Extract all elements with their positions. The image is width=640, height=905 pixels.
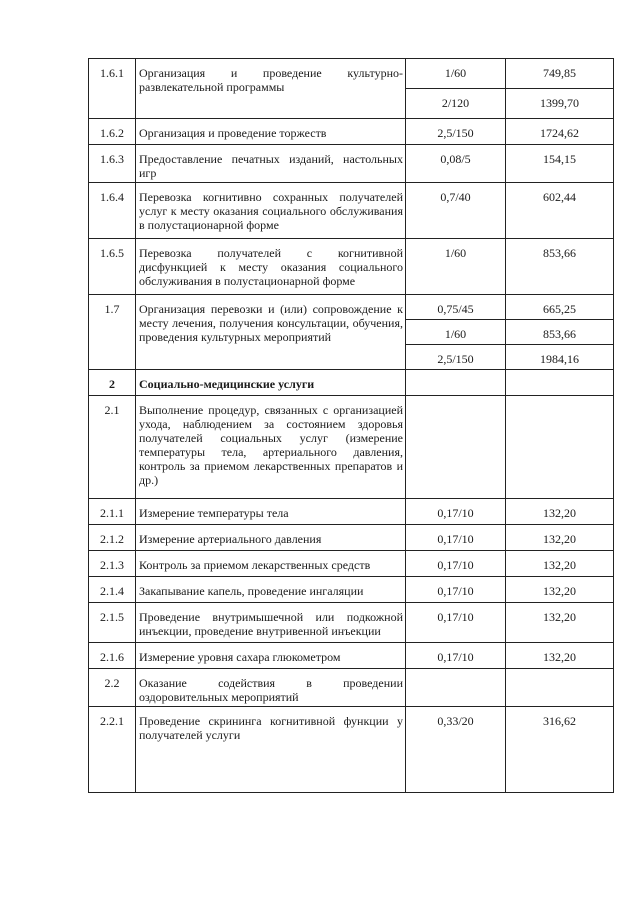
item-number: 2.1.2 <box>89 525 136 551</box>
time-norm: 0,75/45 <box>406 295 506 320</box>
service-price <box>506 396 614 499</box>
service-price: 853,66 <box>506 239 614 295</box>
service-name: Контроль за приемом лекарственных средств <box>136 551 406 577</box>
item-number: 2.1.4 <box>89 577 136 603</box>
service-price <box>506 669 614 707</box>
table-row <box>89 145 614 183</box>
item-number: 2.1.6 <box>89 643 136 669</box>
table-row <box>89 525 614 551</box>
item-number: 2.2.1 <box>89 707 136 793</box>
service-name: Организация перевозки и (или) сопровождение к месту лечения, получения консультации, обучения, проведения культурных мероприятий <box>136 295 406 370</box>
item-number: 2.1 <box>89 396 136 499</box>
item-number: 1.6.3 <box>89 145 136 183</box>
time-norm: 0,17/10 <box>406 499 506 525</box>
item-number: 2 <box>89 370 136 396</box>
service-price: 853,66 <box>506 320 614 345</box>
service-price: 665,25 <box>506 295 614 320</box>
time-norm: 0,33/20 <box>406 707 506 793</box>
item-number: 1.6.5 <box>89 239 136 295</box>
service-name: Измерение уровня сахара глюкометром <box>136 643 406 669</box>
time-norm: 2,5/150 <box>406 345 506 370</box>
table-row <box>89 239 614 295</box>
time-norm: 2,5/150 <box>406 119 506 145</box>
service-price: 316,62 <box>506 707 614 793</box>
services-price-table <box>88 58 614 793</box>
item-number: 1.7 <box>89 295 136 370</box>
service-price: 602,44 <box>506 183 614 239</box>
table-row <box>89 183 614 239</box>
item-number: 2.1.3 <box>89 551 136 577</box>
service-price: 1724,62 <box>506 119 614 145</box>
table-body <box>89 59 614 793</box>
service-price: 132,20 <box>506 499 614 525</box>
service-price: 132,20 <box>506 525 614 551</box>
service-name: Предоставление печатных изданий, настольных игр <box>136 145 406 183</box>
table-row <box>89 551 614 577</box>
time-norm: 1/60 <box>406 239 506 295</box>
time-norm: 1/60 <box>406 59 506 89</box>
table-row <box>89 643 614 669</box>
time-norm: 0,17/10 <box>406 551 506 577</box>
service-name: Перевозка когнитивно сохранных получателей услуг к месту оказания социального обслуживания в полустационарной форме <box>136 183 406 239</box>
service-name: Перевозка получателей с когнитивной дисфункцией к месту оказания социального обслуживания в полустационарной форме <box>136 239 406 295</box>
service-name: Проведение скрининга когнитивной функции у получателей услуги <box>136 707 406 793</box>
service-price: 132,20 <box>506 643 614 669</box>
service-name: Проведение внутримышечной или подкожной инъекции, проведение внутривенной инъекции <box>136 603 406 643</box>
time-norm <box>406 396 506 499</box>
service-name: Организация и проведение торжеств <box>136 119 406 145</box>
service-price: 132,20 <box>506 551 614 577</box>
service-price: 1984,16 <box>506 345 614 370</box>
table-row <box>89 59 614 89</box>
section-title: Социально-медицинские услуги <box>136 370 406 396</box>
table-row <box>89 396 614 499</box>
time-norm: 1/60 <box>406 320 506 345</box>
time-norm: 0,17/10 <box>406 643 506 669</box>
table-row <box>89 370 614 396</box>
item-number: 2.1.5 <box>89 603 136 643</box>
item-number: 2.2 <box>89 669 136 707</box>
service-price: 154,15 <box>506 145 614 183</box>
service-name: Закапывание капель, проведение ингаляции <box>136 577 406 603</box>
service-name: Организация и проведение культурно-развлекательной программы <box>136 59 406 119</box>
item-number: 1.6.4 <box>89 183 136 239</box>
service-price: 749,85 <box>506 59 614 89</box>
service-name: Измерение температуры тела <box>136 499 406 525</box>
service-price: 132,20 <box>506 603 614 643</box>
time-norm: 2/120 <box>406 89 506 119</box>
time-norm: 0,17/10 <box>406 577 506 603</box>
time-norm <box>406 669 506 707</box>
service-name: Оказание содействия в проведении оздоровительных мероприятий <box>136 669 406 707</box>
service-name: Измерение артериального давления <box>136 525 406 551</box>
table-row <box>89 119 614 145</box>
service-price <box>506 370 614 396</box>
table-row <box>89 707 614 793</box>
item-number: 1.6.1 <box>89 59 136 119</box>
service-name: Выполнение процедур, связанных с организацией ухода, наблюдением за состоянием здоровья получателей социальных услуг (измерение температуры тела, артериального давления, контроль за приемом лекарственных препаратов и др.) <box>136 396 406 499</box>
time-norm: 0,7/40 <box>406 183 506 239</box>
service-price: 1399,70 <box>506 89 614 119</box>
item-number: 2.1.1 <box>89 499 136 525</box>
table-row <box>89 669 614 707</box>
service-price: 132,20 <box>506 577 614 603</box>
table-row <box>89 577 614 603</box>
item-number: 1.6.2 <box>89 119 136 145</box>
time-norm <box>406 370 506 396</box>
table-row <box>89 603 614 643</box>
table-row <box>89 499 614 525</box>
table-row <box>89 295 614 320</box>
time-norm: 0,17/10 <box>406 525 506 551</box>
time-norm: 0,17/10 <box>406 603 506 643</box>
time-norm: 0,08/5 <box>406 145 506 183</box>
